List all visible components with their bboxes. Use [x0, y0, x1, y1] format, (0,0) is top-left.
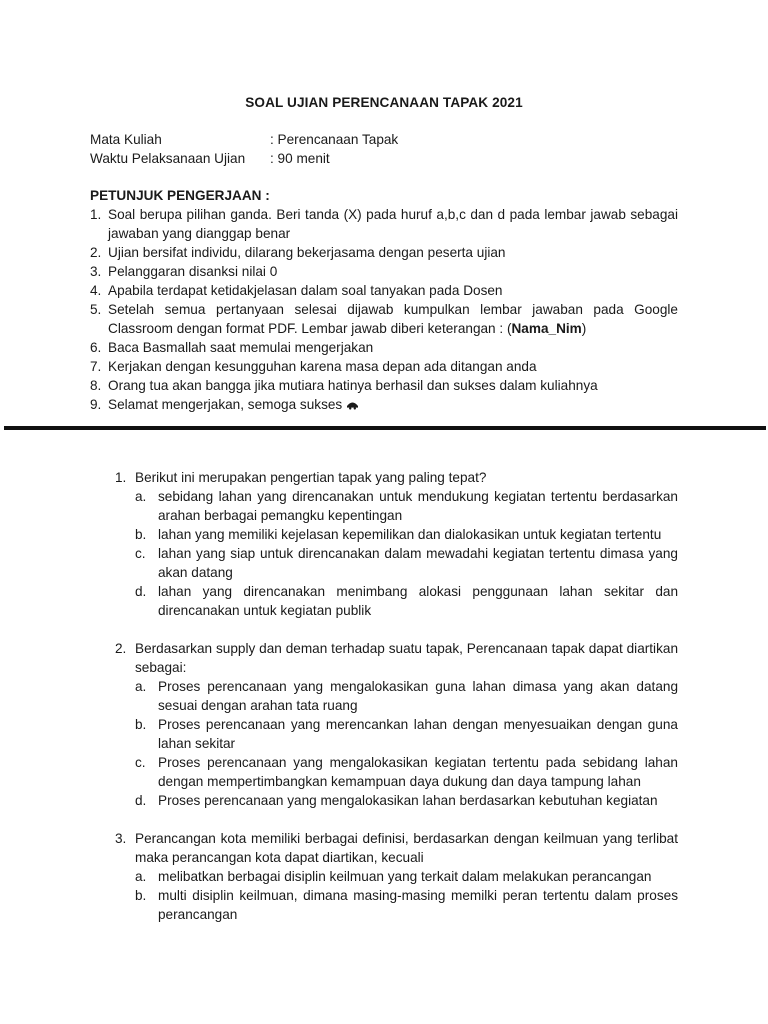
- option-text: Proses perencanaan yang mengalokasikan guna lahan dimasa yang akan datang sesuai dengan arahan tata ruang: [158, 679, 678, 713]
- instruction-text: Ujian bersifat individu, dilarang bekerjasama dengan peserta ujian: [108, 245, 506, 260]
- page-title: SOAL UJIAN PERENCANAAN TAPAK 2021: [245, 95, 523, 110]
- option-text: Proses perencanaan yang mengalokasikan kegiatan tertentu pada sebidang lahan dengan mempertimbangkan kemampuan daya dukung dan daya tampung lahan: [158, 755, 678, 789]
- option-letter: c.: [135, 755, 146, 770]
- instruction-text: Pelanggaran disanksi nilai 0: [108, 264, 278, 279]
- option-item: [135, 582, 678, 620]
- option-item: [135, 886, 678, 924]
- question-text: Berikut ini merupakan pengertian tapak yang paling tepat?: [135, 470, 487, 485]
- option-item: [135, 487, 678, 525]
- option-item: [135, 544, 678, 582]
- option-letter: d.: [135, 793, 147, 808]
- instructions-heading: PETUNJUK PENGERJAAN :: [90, 188, 270, 203]
- instruction-text: Soal berupa pilihan ganda. Beri tanda (X) pada huruf a,b,c dan d pada lembar jawab sebagai jawaban yang dianggap benar: [108, 207, 678, 241]
- option-text: Proses perencanaan yang merencankan lahan dengan menyesuaikan dengan guna lahan sekitar: [158, 717, 678, 751]
- instruction-number: 5.: [90, 302, 102, 317]
- option-text: multi disiplin keilmuan, dimana masing-masing memilki peran tertentu dalam proses perancangan: [158, 888, 678, 922]
- option-text: lahan yang siap untuk direncanakan dalam mewadahi kegiatan tertentu dimasa yang akan datang: [158, 546, 678, 580]
- info-row-course: [90, 130, 398, 149]
- info-label: Waktu Pelaksanaan Ujian: [90, 151, 246, 166]
- instruction-number: 8.: [90, 378, 102, 393]
- option-letter: b.: [135, 717, 147, 732]
- instructions-list: [90, 205, 678, 414]
- option-letter: a.: [135, 679, 147, 694]
- instruction-number: 7.: [90, 359, 102, 374]
- instruction-number: 2.: [90, 245, 102, 260]
- instruction-number: 1.: [90, 207, 102, 222]
- option-item: [135, 715, 678, 753]
- question-item: [115, 468, 678, 620]
- option-letter: a.: [135, 869, 147, 884]
- section-divider: [4, 426, 766, 430]
- instruction-text: Apabila terdapat ketidakjelasan dalam soal tanyakan pada Dosen: [108, 283, 503, 298]
- option-item: [135, 677, 678, 715]
- question-text: Berdasarkan supply dan deman terhadap suatu tapak, Perencanaan tapak dapat diartikan sebagai:: [135, 641, 678, 675]
- instruction-text-main: Selamat mengerjakan, semoga sukses: [108, 397, 347, 412]
- questions-list: [115, 468, 678, 943]
- option-letter: a.: [135, 489, 147, 504]
- info-row-duration: [90, 149, 398, 168]
- instruction-item: [90, 281, 678, 300]
- instruction-item: [90, 243, 678, 262]
- instruction-text-suffix: ): [581, 321, 587, 336]
- option-text: sebidang lahan yang direncanakan untuk mendukung kegiatan tertentu berdasarkan arahan berbagai pemangku kepentingan: [158, 489, 678, 523]
- course-info: [90, 130, 398, 168]
- question-stem: [115, 468, 678, 487]
- instruction-number: 4.: [90, 283, 102, 298]
- question-number: 1.: [115, 470, 127, 485]
- info-label: Mata Kuliah: [90, 132, 162, 147]
- instruction-text: Orang tua akan bangga jika mutiara hatinya berhasil dan sukses dalam kuliahnya: [108, 378, 598, 393]
- question-text: Perancangan kota memiliki berbagai definisi, berdasarkan dengan keilmuan yang terlibat maka perancangan kota dapat diartikan, kecuali: [135, 831, 678, 865]
- option-item: [135, 753, 678, 791]
- instruction-text: Kerjakan dengan kesungguhan karena masa depan ada ditangan anda: [108, 359, 537, 374]
- instruction-item: [90, 262, 678, 281]
- question-stem: [115, 829, 678, 867]
- question-item: [115, 639, 678, 810]
- option-text: Proses perencanaan yang mengalokasikan lahan berdasarkan kebutuhan kegiatan: [158, 793, 658, 808]
- instruction-text: [108, 395, 678, 414]
- instruction-item: [90, 357, 678, 376]
- option-text: lahan yang memiliki kejelasan kepemilikan dan dialokasikan untuk kegiatan tertentu: [158, 527, 662, 542]
- instruction-number: 6.: [90, 340, 102, 355]
- info-value: : Perencanaan Tapak: [270, 132, 399, 147]
- option-letter: b.: [135, 527, 147, 542]
- instruction-number: 9.: [90, 397, 102, 412]
- option-text: melibatkan berbagai disiplin keilmuan yang terkait dalam melakukan perancangan: [158, 869, 652, 884]
- info-value: : 90 menit: [270, 151, 330, 166]
- instruction-text-main: Setelah semua pertanyaan selesai dijawab kumpulkan lembar jawaban pada Google Classroom dengan format PDF. Lembar jawab diberi keterangan : (: [108, 302, 678, 336]
- instruction-item: [90, 376, 678, 395]
- option-item: [135, 791, 678, 810]
- instruction-item: [90, 395, 678, 414]
- option-letter: b.: [135, 888, 147, 903]
- filename-format: Nama_Nim: [511, 321, 582, 336]
- smile-icon: [346, 400, 359, 410]
- instruction-item: [90, 300, 678, 338]
- option-text: lahan yang direncanakan menimbang alokasi penggunaan lahan sekitar dan direncanakan untuk kegiatan publik: [158, 584, 678, 618]
- instruction-item: [90, 338, 678, 357]
- option-item: [135, 525, 678, 544]
- question-stem: [115, 639, 678, 677]
- instruction-number: 3.: [90, 264, 102, 279]
- option-letter: d.: [135, 584, 147, 599]
- question-number: 2.: [115, 641, 127, 656]
- question-number: 3.: [115, 831, 127, 846]
- instruction-text: [108, 300, 678, 338]
- instruction-text: Baca Basmallah saat memulai mengerjakan: [108, 340, 374, 355]
- instruction-item: [90, 205, 678, 243]
- option-letter: c.: [135, 546, 146, 561]
- question-item: [115, 829, 678, 924]
- option-item: [135, 867, 678, 886]
